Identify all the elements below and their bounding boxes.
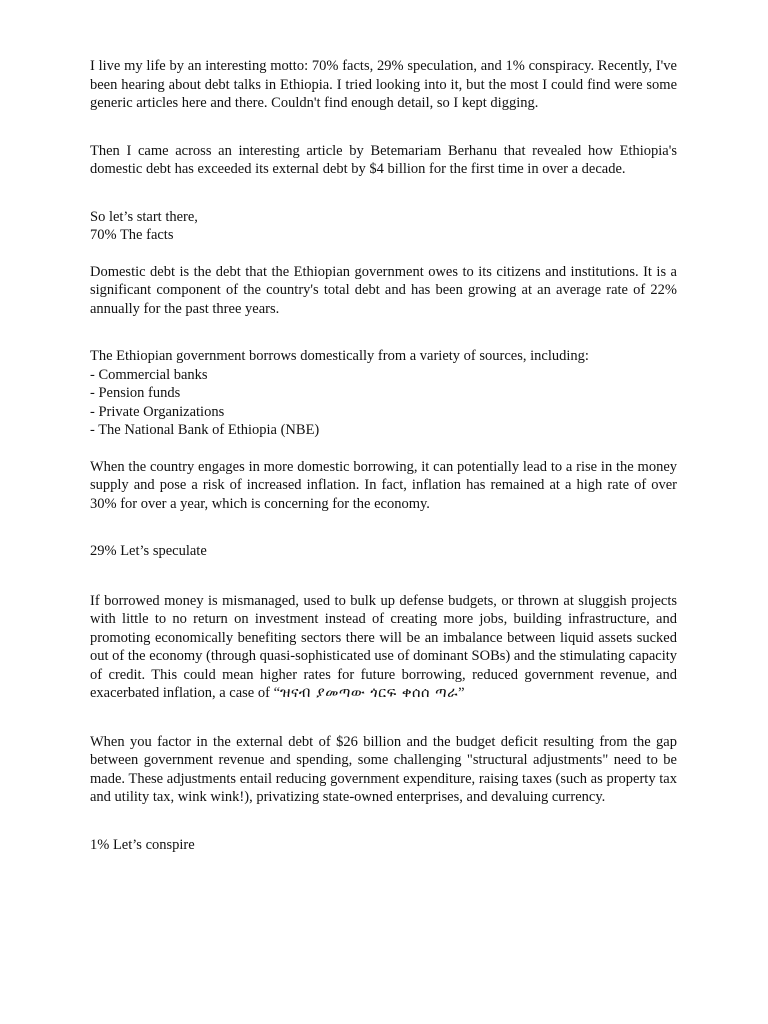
external-debt-paragraph: When you factor in the external debt of $26 billion and the budget deficit resulting from the gap between government revenue and spending, some challenging "structural adjustments" need to be made. These adjustments entail reducing government expenditure, raising taxes (such as property tax and utility tax, wink wink!), privatizing state-owned enterprises, and devaluing currency. xyxy=(90,733,677,805)
mismanaged-paragraph xyxy=(90,592,677,703)
spacer xyxy=(90,245,677,263)
document-page xyxy=(90,57,677,854)
inflation-paragraph: When the country engages in more domestic borrowing, it can potentially lead to a rise in the money supply and pose a risk of increased inflation. In fact, inflation has remained at a high rate of over 30% for over a year, which is concerning for the economy. xyxy=(90,458,677,512)
list-item: - Pension funds xyxy=(90,385,181,401)
list-item: - Private Organizations xyxy=(90,403,225,420)
domestic-debt-paragraph: Domestic debt is the debt that the Ethiopian government owes to its citizens and institutions. It is a significant component of the country's total debt and has been growing at an average rate of 22% annually for the past three years. xyxy=(90,263,677,317)
speculate-heading: 29% Let’s speculate xyxy=(90,543,207,559)
mismanaged-text: If borrowed money is mismanaged, used to bulk up defense budgets, or thrown at sluggish projects with little to no return on investment instead of creating more jobs, building infrastructure, and promoting economically benefiting sectors there will be an imbalance between liquid assets sucked out of the economy (through quasi-sophisticated use of dominant SOBs) and the stimulating capacity of credit. This could mean higher rates for future borrowing, reduced government revenue, and exacerbated inflation, a case of “ xyxy=(90,592,677,701)
spacer xyxy=(90,513,677,542)
article-paragraph: Then I came across an interesting article by Betemariam Berhanu that revealed how Ethiopia's domestic debt has exceeded its external debt by $4 billion for the first time in over a decade. xyxy=(90,142,677,177)
conspire-heading: 1% Let’s conspire xyxy=(90,836,195,853)
facts-heading: 70% The facts xyxy=(90,227,174,243)
list-item: - Commercial banks xyxy=(90,366,208,383)
spacer xyxy=(90,113,677,142)
spacer xyxy=(90,440,677,458)
spacer xyxy=(90,807,677,836)
spacer xyxy=(90,561,677,592)
sources-list xyxy=(90,366,677,440)
spacer xyxy=(90,703,677,733)
sources-intro: The Ethiopian government borrows domestically from a variety of sources, including: xyxy=(90,348,589,364)
quote-close: ” xyxy=(458,685,465,701)
spacer xyxy=(90,179,677,208)
start-line: So let’s start there, xyxy=(90,208,198,225)
spacer xyxy=(90,318,677,347)
amharic-phrase: ዝናብ ያመጣው ጎርፍ ቀሰሰ ጣራ xyxy=(280,685,459,701)
intro-paragraph: I live my life by an interesting motto: 70% facts, 29% speculation, and 1% conspiracy. Recently, I've been hearing about debt talks in Ethiopia. I tried looking into it, but the most I could find were some generic articles here and there. Couldn't find enough detail, so I kept digging. xyxy=(90,58,677,111)
list-item: - The National Bank of Ethiopia (NBE) xyxy=(90,422,320,438)
